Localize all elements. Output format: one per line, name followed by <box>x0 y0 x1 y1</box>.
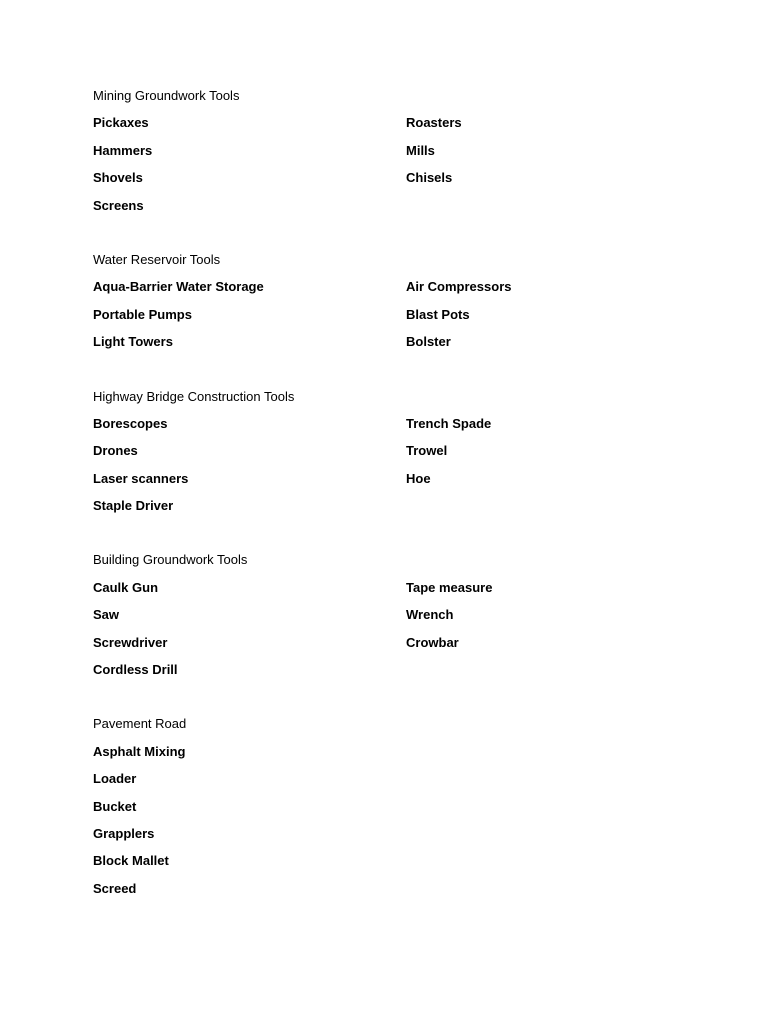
section-columns <box>93 113 713 223</box>
section-title: Mining Groundwork Tools <box>93 88 240 103</box>
list-item: Light Towers <box>93 334 173 350</box>
list-item: Asphalt Mixing <box>93 743 186 759</box>
section-mining-groundwork-tools <box>93 86 713 223</box>
left-column <box>93 414 406 524</box>
list-item: Drones <box>93 443 138 459</box>
section-columns <box>93 742 713 906</box>
list-item: Blast Pots <box>406 306 470 322</box>
list-item: Bucket <box>93 798 137 814</box>
list-item: Aqua-Barrier Water Storage <box>93 279 264 295</box>
section-columns <box>93 414 713 524</box>
left-column <box>93 277 406 359</box>
list-item: Shovels <box>93 170 143 186</box>
left-column <box>93 578 406 688</box>
list-item: Hoe <box>406 470 431 486</box>
list-item: Block Mallet <box>93 853 169 869</box>
list-item: Trowel <box>406 443 448 459</box>
list-item: Portable Pumps <box>93 306 192 322</box>
section-highway-bridge-construction-tools <box>93 387 713 524</box>
section-columns <box>93 578 713 688</box>
section-pavement-road <box>93 714 713 906</box>
section-title: Pavement Road <box>93 716 187 732</box>
section-water-reservoir-tools <box>93 250 713 360</box>
list-item: Wrench <box>406 607 454 623</box>
document-page <box>93 86 713 933</box>
list-item: Tape measure <box>406 579 493 595</box>
section-title: Water Reservoir Tools <box>93 251 221 267</box>
list-item: Loader <box>93 771 137 787</box>
list-item: Bolster <box>406 334 451 350</box>
list-item: Trench Spade <box>406 415 492 431</box>
list-item: Grapplers <box>93 825 155 841</box>
list-item: Saw <box>93 607 120 623</box>
left-column <box>93 113 406 223</box>
list-item: Crowbar <box>406 634 459 650</box>
list-item: Mills <box>406 142 435 158</box>
list-item: Roasters <box>406 115 462 131</box>
right-column <box>406 414 719 524</box>
right-column <box>406 113 719 223</box>
list-item: Staple Driver <box>93 498 174 514</box>
list-item: Chisels <box>406 170 453 186</box>
list-item: Screens <box>93 197 144 213</box>
list-item: Pickaxes <box>93 115 149 131</box>
list-item: Hammers <box>93 142 153 158</box>
left-column <box>93 742 406 906</box>
section-columns <box>93 277 713 359</box>
list-item: Screwdriver <box>93 634 168 650</box>
section-title: Building Groundwork Tools <box>93 552 248 568</box>
list-item: Laser scanners <box>93 470 189 486</box>
list-item: Borescopes <box>93 415 168 431</box>
right-column <box>406 277 719 359</box>
list-item: Screed <box>93 880 137 896</box>
list-item: Caulk Gun <box>93 579 159 595</box>
right-column <box>406 578 719 688</box>
section-building-groundwork-tools <box>93 550 713 687</box>
section-title: Highway Bridge Construction Tools <box>93 388 295 404</box>
list-item: Cordless Drill <box>93 662 178 678</box>
list-item: Air Compressors <box>406 279 512 295</box>
